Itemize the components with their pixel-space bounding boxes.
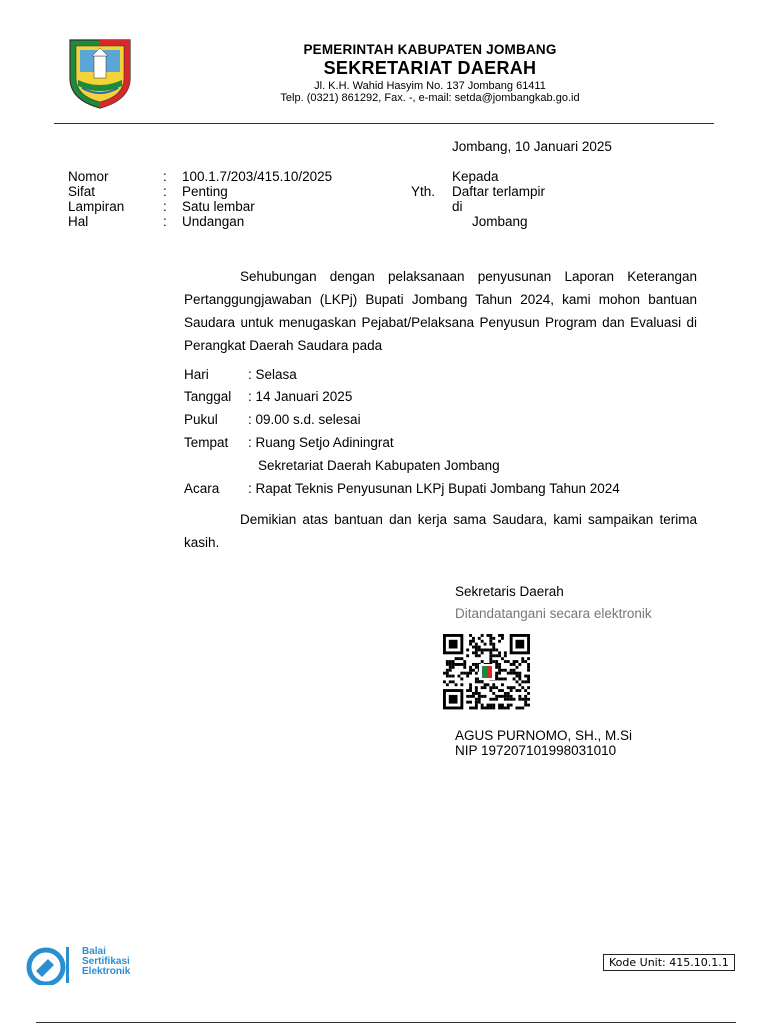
recipient-yth: Yth.: [411, 184, 436, 199]
signatory-name: AGUS PURNOMO, SH., M.Si: [455, 728, 633, 743]
footer-divider: [36, 1022, 736, 1023]
meta-value-hal: Undangan: [182, 214, 245, 229]
detail-value-tempat-line2: Sekretariat Daerah Kabupaten Jombang: [258, 458, 500, 473]
letterhead-contact: Telp. (0321) 861292, Fax. -, e-mail: setda@jombangkab.go.id: [280, 92, 580, 104]
closing-paragraph: Demikian atas bantuan dan kerja sama Saudara, kami sampaikan terima kasih.: [184, 512, 697, 550]
recipient-city: Jombang: [472, 214, 528, 229]
meta-label-hal: Hal: [68, 214, 89, 229]
meta-colon: :: [163, 169, 167, 184]
detail-label-tanggal: Tanggal: [184, 389, 232, 404]
detail-value-acara: : Rapat Teknis Penyusunan LKPj Bupati Jombang Tahun 2024: [248, 481, 620, 496]
signatory-nip: NIP 197207101998031010: [455, 743, 617, 758]
meta-label-nomor: Nomor: [68, 169, 109, 184]
meta-label-sifat: Sifat: [68, 184, 96, 199]
bsre-text-line3: Elektronik: [82, 966, 131, 977]
recipient-di: di: [452, 199, 463, 214]
detail-label-acara: Acara: [184, 481, 220, 496]
recipient-kepada: Kepada: [452, 169, 499, 184]
meta-label-lampiran: Lampiran: [68, 199, 125, 214]
signatory-title: Sekretaris Daerah: [455, 584, 564, 599]
meta-value-nomor: 100.1.7/203/415.10/2025: [182, 169, 333, 184]
meta-value-sifat: Penting: [182, 184, 228, 199]
letterhead-government: PEMERINTAH KABUPATEN JOMBANG: [303, 42, 557, 57]
letter-date: Jombang, 10 Januari 2025: [452, 139, 612, 154]
detail-value-hari: : Selasa: [248, 367, 297, 382]
detail-label-pukul: Pukul: [184, 412, 218, 427]
letterhead-office: SEKRETARIAT DAERAH: [323, 58, 537, 78]
recipient-name: Daftar terlampir: [452, 184, 546, 199]
detail-value-pukul: : 09.00 s.d. selesai: [248, 412, 361, 427]
meta-colon: :: [163, 214, 167, 229]
detail-label-hari: Hari: [184, 367, 209, 382]
bsre-text-line2: Sertifikasi: [82, 956, 130, 967]
bsre-text-line1: Balai: [82, 946, 106, 957]
letterhead-divider: [54, 123, 714, 124]
bsre-logo: [26, 945, 156, 985]
detail-label-tempat: Tempat: [184, 435, 229, 450]
meta-value-lampiran: Satu lembar: [182, 199, 255, 214]
detail-value-tempat: : Ruang Setjo Adiningrat: [248, 435, 394, 450]
meta-colon: :: [163, 184, 167, 199]
meta-colon: :: [163, 199, 167, 214]
signature-qr-code: [443, 634, 531, 710]
body-paragraph: Sehubungan dengan pelaksanaan penyusunan Laporan Keterangan Pertanggungjawaban (LKPj) Bupati Jombang Tahun 2024, kami mohon bantuan Saudara untuk menugaskan Pejabat/Pelaksana Penyusun Program dan Evaluasi di Perangkat Daerah Saudara pada: [184, 269, 697, 353]
esign-note: Ditandatangani secara elektronik: [455, 606, 652, 621]
detail-value-tanggal: : 14 Januari 2025: [248, 389, 353, 404]
kode-unit-box: Kode Unit: 415.10.1.1: [603, 954, 735, 971]
jombang-crest-logo: [68, 38, 132, 110]
letterhead-address: Jl. K.H. Wahid Hasyim No. 137 Jombang 61411: [314, 80, 546, 92]
